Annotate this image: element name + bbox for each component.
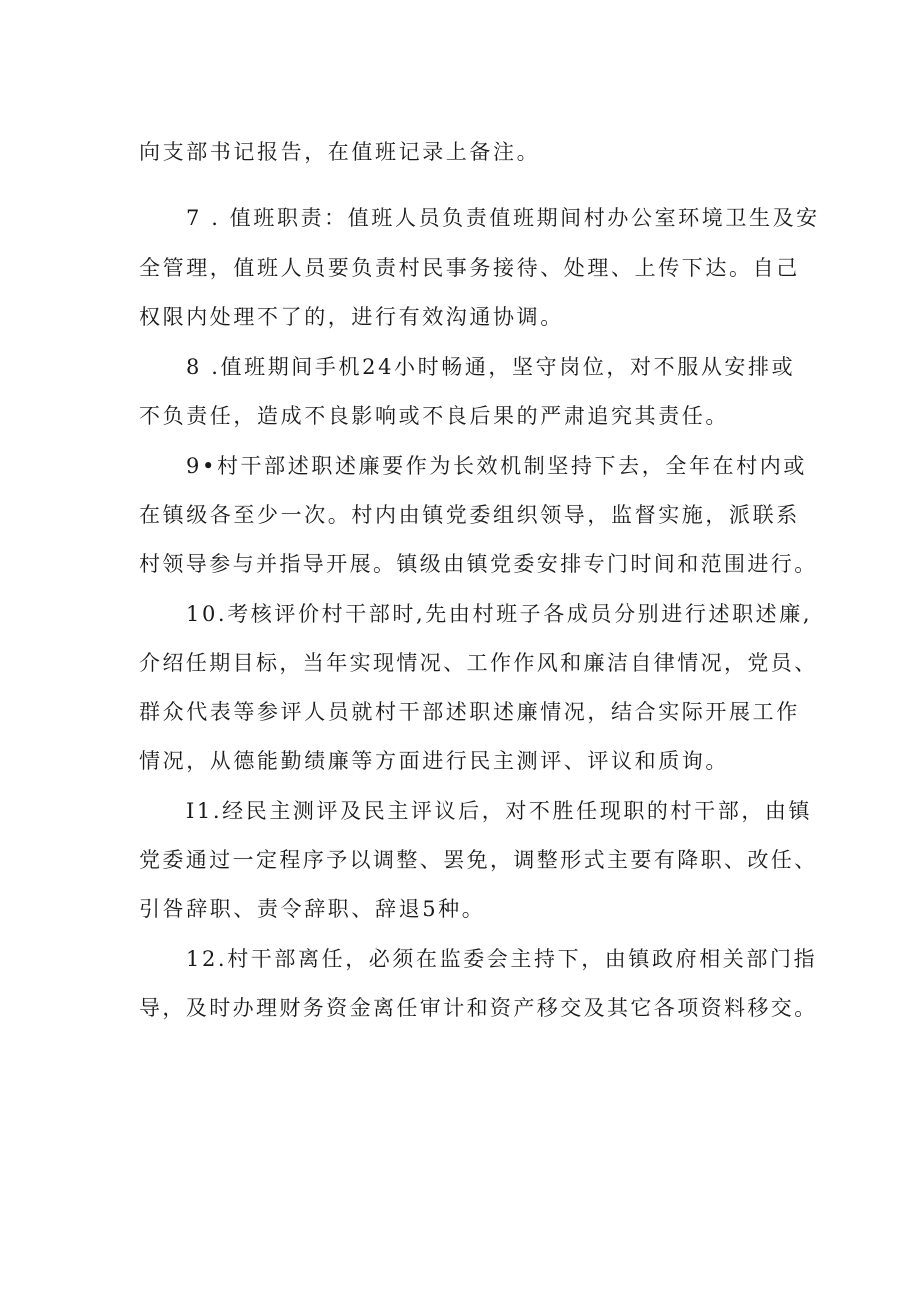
paragraph-9-line-2: 在镇级各至少一次。村内由镇党委组织领导，监督实施，派联系: [139, 503, 800, 527]
paragraph-7-line-2: 全管理，值班人员要负责村民事务接待、处理、上传下达。自己: [139, 256, 800, 280]
paragraph-11-line-1: I1.经民主测评及民主评议后，对不胜任现职的村干部，由镇: [186, 799, 813, 823]
paragraph-10-line-4: 情况，从德能勤绩廉等方面进行民主测评、评议和质询。: [139, 749, 729, 773]
paragraph-12-line-1: 12.村干部离任，必须在监委会主持下，由镇政府相关部门指: [186, 947, 818, 971]
paragraph-9-line-1: 9•村干部述职述廉要作为长效机制坚持下去，全年在村内或: [186, 454, 807, 478]
paragraph-10-line-3: 群众代表等参评人员就村干部述职述廉情况，结合实际开展工作: [139, 700, 800, 724]
paragraph-9-line-3: 村领导参与并指导开展。镇级由镇党委安排专门时间和范围进行。: [139, 552, 818, 576]
paragraph-7-line-1: 7 . 值班职责：值班人员负责值班期间村办公室环境卫生及安: [186, 206, 820, 230]
paragraph-10-line-1: 10.考核评价村干部时,先由村班子各成员分别进行述职述廉,: [186, 602, 813, 626]
paragraph-11-line-3: 引咎辞职、责令辞职、辞退5种。: [139, 897, 486, 921]
paragraph-12-line-2: 导，及时办理财务资金离任审计和资产移交及其它各项资料移交。: [139, 996, 818, 1020]
paragraph-10-line-2: 介绍任期目标，当年实现情况、工作作风和廉洁自律情况，党员、: [139, 651, 818, 675]
paragraph-8-line-1: 8 .值班期间手机24小时畅通，坚守岗位，对不服从安排或: [186, 355, 796, 379]
text-line: 向支部书记报告，在值班记录上备注。: [139, 140, 541, 164]
paragraph-8-line-2: 不负责任，造成不良影响或不良后果的严肃追究其责任。: [139, 404, 729, 428]
paragraph-7-line-3: 权限内处理不了的，进行有效沟通协调。: [139, 305, 564, 329]
paragraph-11-line-2: 党委通过一定程序予以调整、罢免，调整形式主要有降职、改任、: [139, 848, 818, 872]
